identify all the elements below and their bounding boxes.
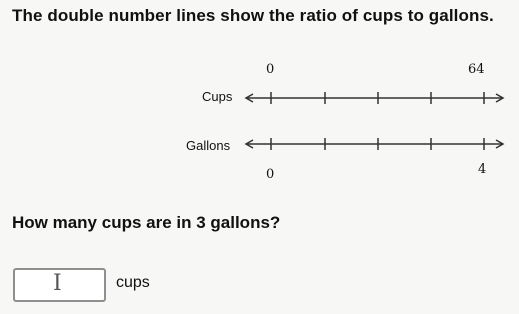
answer-units-label: cups — [116, 274, 150, 291]
gallons-label-0: 0 — [266, 167, 275, 182]
cups-label-0: 0 — [266, 62, 275, 77]
prompt-text: The double number lines show the ratio of cups to gallons. — [12, 6, 494, 25]
question-text: How many cups are in 3 gallons? — [12, 213, 281, 232]
cups-label-64: 64 — [468, 62, 485, 77]
gallons-line-label: Gallons — [186, 138, 231, 153]
gallons-number-line — [246, 138, 503, 150]
cups-number-line — [246, 92, 503, 104]
cups-line-label: Cups — [202, 89, 233, 104]
text-cursor-icon: I — [53, 271, 62, 296]
gallons-label-4: 4 — [478, 162, 487, 177]
